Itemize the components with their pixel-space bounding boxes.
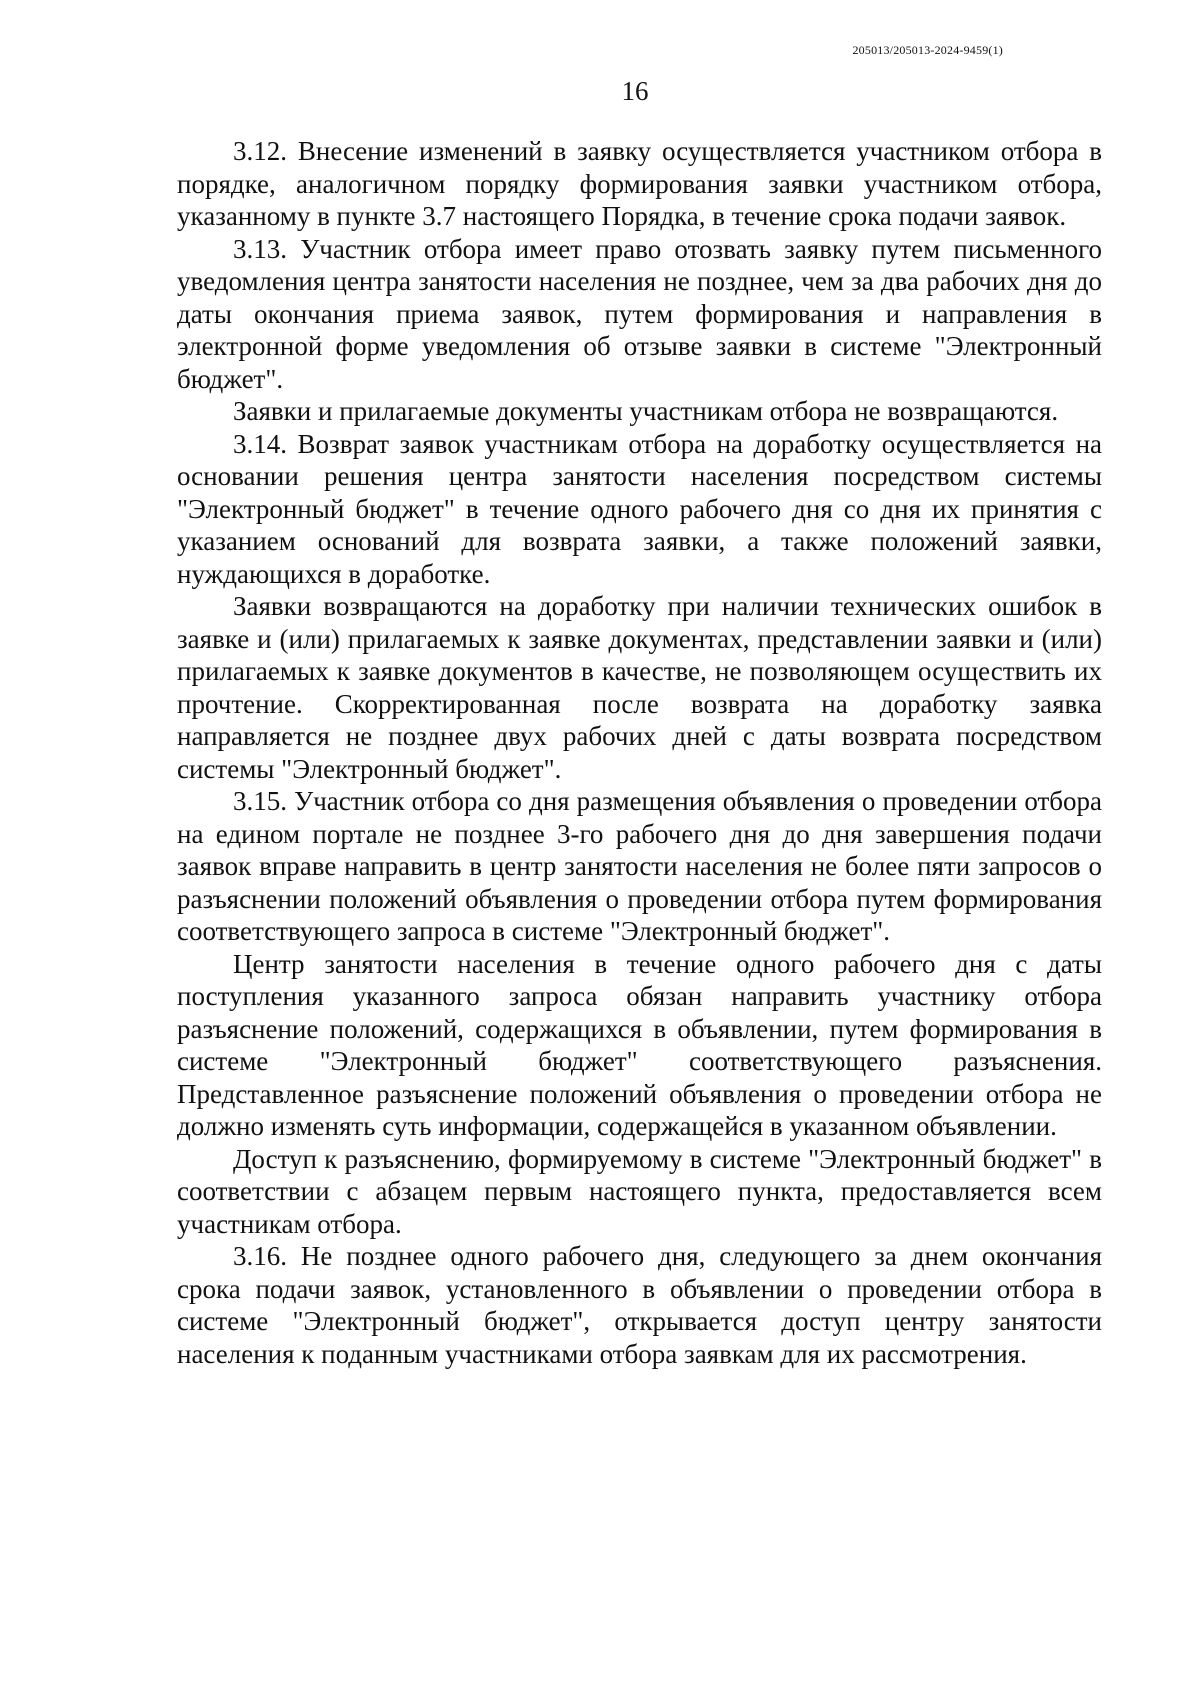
page-number: 16: [621, 76, 649, 106]
paragraph-3-14: 3.14. Возврат заявок участникам отбора на доработку осуществляется на основании решения центра занятости населения посредством системы "Электронный бюджет" в течение одного рабочего дня со дня их принятия с указанием оснований для возврата заявки, а также положений заявки, нуждающихся в доработке.: [177, 428, 1102, 589]
document-id: 205013/205013-2024-9459(1): [852, 43, 1003, 57]
paragraph-3-12: 3.12. Внесение изменений в заявку осуществляется участником отбора в порядке, аналогичном порядку формирования заявки участником отбора, указанному в пункте 3.7 настоящего Порядка, в течение срока подачи заявок.: [177, 136, 1102, 231]
document-body: [177, 135, 1102, 1370]
paragraph-3-15-response: Центр занятости населения в течение одного рабочего дня с даты поступления указанного запроса обязан направить участнику отбора разъяснение положений, содержащихся в объявлении, путем формирования в системе "Электронный бюджет" соответствующего разъяснения. Представленное разъяснение положений объявления о проведении отбора не должно изменять суть информации, содержащейся в указанном объявлении.: [177, 948, 1102, 1141]
paragraph-3-13: 3.13. Участник отбора имеет право отозвать заявку путем письменного уведомления центра занятости населения не позднее, чем за два рабочих дня до даты окончания приема заявок, путем формирования и направления в электронной форме уведомления об отзыве заявки в системе "Электронный бюджет".: [177, 233, 1102, 394]
paragraph-3-13-note: Заявки и прилагаемые документы участникам отбора не возвращаются.: [233, 396, 1059, 426]
paragraph-3-15-access: Доступ к разъяснению, формируемому в системе "Электронный бюджет" в соответствии с абзацем первым настоящего пункта, предоставляется всем участникам отбора.: [177, 1143, 1102, 1239]
paragraph-3-14-details: Заявки возвращаются на доработку при наличии технических ошибок в заявке и (или) прилагаемых к заявке документах, представлении заявки и (или) прилагаемых к заявке документов в качестве, не позволяющем осуществить их прочтение. Скорректированная после возврата на доработку заявка направляется не позднее двух рабочих дней с даты возврата посредством системы "Электронный бюджет".: [177, 591, 1102, 784]
paragraph-3-16: 3.16. Не позднее одного рабочего дня, следующего за днем окончания срока подачи заявок, установленного в объявлении о проведении отбора в системе "Электронный бюджет", открывается доступ центру занятости населения к поданным участниками отбора заявкам для их рассмотрения.: [177, 1241, 1102, 1369]
paragraph-3-15: 3.15. Участник отбора со дня размещения объявления о проведении отбора на едином портале не позднее 3-го рабочего дня до дня завершения подачи заявок вправе направить в центр занятости населения не более пяти запросов о разъяснении положений объявления о проведении отбора путем формирования соответствующего запроса в системе "Электронный бюджет".: [177, 786, 1102, 946]
